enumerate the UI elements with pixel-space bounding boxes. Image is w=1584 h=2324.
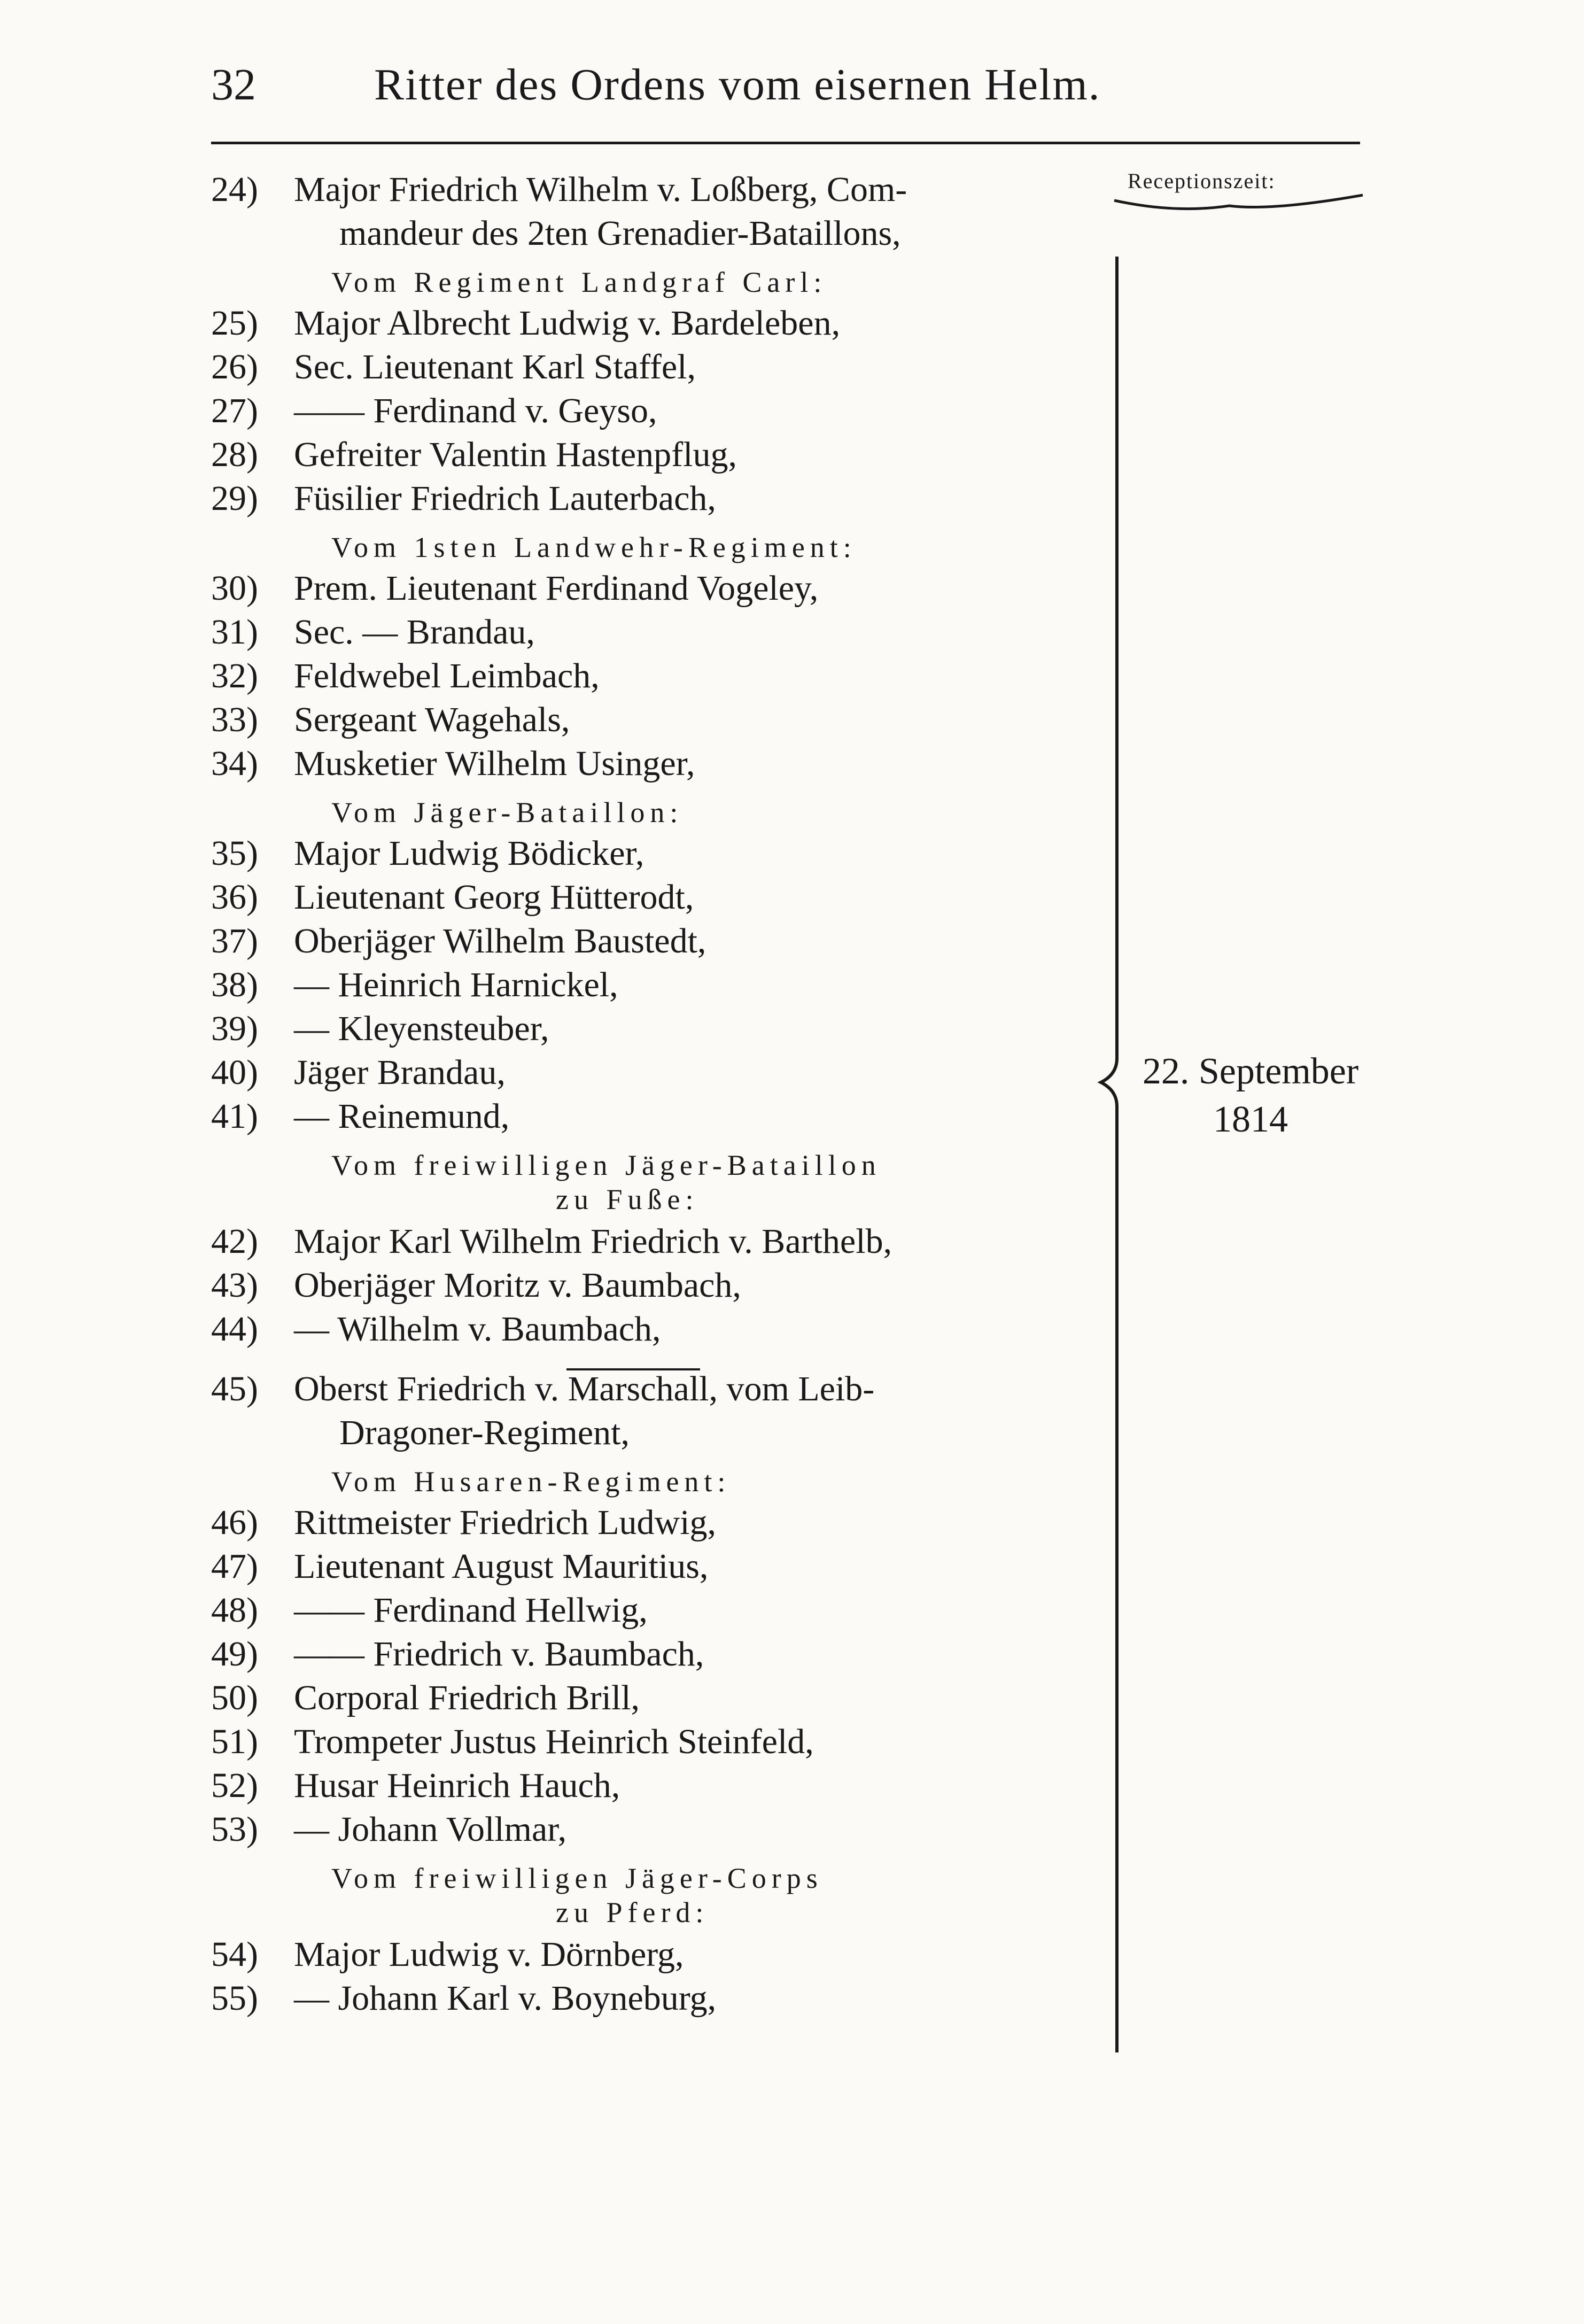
entry-name: Husar Heinrich Hauch, bbox=[294, 1766, 620, 1805]
entry-number: 32) bbox=[211, 656, 258, 695]
entry-name: Oberjäger Moritz v. Baumbach, bbox=[294, 1266, 741, 1305]
entry-number: 35) bbox=[211, 834, 258, 873]
entry-name: — Heinrich Harnickel, bbox=[294, 965, 618, 1004]
entry-number: 37) bbox=[211, 921, 258, 960]
entry-number: 51) bbox=[211, 1722, 258, 1761]
entry-name: Trompeter Justus Heinrich Steinfeld, bbox=[294, 1722, 814, 1761]
section-heading: Vom Husaren-Regiment: bbox=[331, 1466, 731, 1498]
entry-name: Prem. Lieutenant Ferdinand Vogeley, bbox=[294, 569, 819, 608]
entry-continuation: mandeur des 2ten Grenadier-Bataillons, bbox=[339, 214, 901, 253]
entry-name: Oberst Friedrich v. Marschall, vom Leib- bbox=[294, 1369, 875, 1408]
entry-number: 48) bbox=[211, 1591, 258, 1630]
entry-name: Lieutenant August Mauritius, bbox=[294, 1547, 709, 1586]
entry-number: 33) bbox=[211, 700, 258, 739]
reception-label: Receptionszeit: bbox=[1128, 169, 1276, 193]
entry-number: 55) bbox=[211, 1979, 258, 2018]
section-heading: Vom 1sten Landwehr-Regiment: bbox=[331, 531, 857, 563]
entry-name: Musketier Wilhelm Usinger, bbox=[294, 744, 695, 783]
section-heading-continued: zu Pferd: bbox=[556, 1896, 709, 1928]
entry-name: Major Ludwig Bödicker, bbox=[294, 834, 645, 873]
entry-name: Sec. Lieutenant Karl Staffel, bbox=[294, 347, 696, 386]
entry-number: 43) bbox=[211, 1266, 258, 1305]
entry-name: Sergeant Wagehals, bbox=[294, 700, 570, 739]
entry-number: 45) bbox=[211, 1369, 258, 1408]
entry-continuation: Dragoner-Regiment, bbox=[339, 1413, 630, 1452]
entry-name: — Wilhelm v. Baumbach, bbox=[294, 1310, 661, 1349]
entry-name: — Johann Vollmar, bbox=[294, 1810, 567, 1849]
entry-number: 44) bbox=[211, 1310, 258, 1349]
entry-name: Major Ludwig v. Dörnberg, bbox=[294, 1935, 684, 1974]
entry-number: 26) bbox=[211, 347, 258, 386]
entry-number: 54) bbox=[211, 1935, 258, 1974]
entry-number: 49) bbox=[211, 1634, 258, 1674]
entry-number: 53) bbox=[211, 1810, 258, 1849]
entry-name: — Kleyensteuber, bbox=[294, 1009, 549, 1048]
entry-name: Feldwebel Leimbach, bbox=[294, 656, 600, 695]
section-heading: Vom Regiment Landgraf Carl: bbox=[331, 266, 827, 298]
entry-number: 38) bbox=[211, 965, 258, 1004]
section-heading: Vom freiwilligen Jäger-Corps bbox=[331, 1862, 823, 1894]
reception-date-year: 1814 bbox=[1213, 1099, 1288, 1140]
entry-number: 30) bbox=[211, 569, 258, 608]
entry-name: Major Karl Wilhelm Friedrich v. Barthelb, bbox=[294, 1222, 892, 1261]
entry-number: 28) bbox=[211, 435, 258, 474]
entry-name: Rittmeister Friedrich Ludwig, bbox=[294, 1503, 717, 1542]
entry-number: 42) bbox=[211, 1222, 258, 1261]
section-heading: Vom freiwilligen Jäger-Bataillon bbox=[331, 1149, 881, 1181]
entry-number: 47) bbox=[211, 1547, 258, 1586]
entry-name: Gefreiter Valentin Hastenpflug, bbox=[294, 435, 737, 474]
entry-name: Major Friedrich Wilhelm v. Loßberg, Com- bbox=[294, 170, 907, 209]
entry-number: 52) bbox=[211, 1766, 258, 1805]
section-heading: Vom Jäger-Bataillon: bbox=[331, 796, 684, 828]
entry-number: 39) bbox=[211, 1009, 258, 1048]
entry-number: 24) bbox=[211, 170, 258, 209]
entry-name: — Reinemund, bbox=[294, 1097, 510, 1136]
entry-name: —— Friedrich v. Baumbach, bbox=[294, 1634, 704, 1674]
entry-number: 50) bbox=[211, 1678, 258, 1717]
entry-number: 36) bbox=[211, 878, 258, 917]
entry-name: — Johann Karl v. Boyneburg, bbox=[294, 1979, 717, 2018]
entry-name: Füsilier Friedrich Lauterbach, bbox=[294, 479, 716, 518]
entry-name: —— Ferdinand v. Geyso, bbox=[294, 391, 657, 430]
entry-number: 46) bbox=[211, 1503, 258, 1542]
entry-name: —— Ferdinand Hellwig, bbox=[294, 1591, 648, 1630]
entry-name: Sec. — Brandau, bbox=[294, 613, 535, 652]
reception-date-day: 22. September bbox=[1142, 1051, 1359, 1092]
section-heading-continued: zu Fuße: bbox=[556, 1183, 699, 1215]
running-title: Ritter des Ordens vom eisernen Helm. bbox=[374, 60, 1101, 110]
entry-name: Jäger Brandau, bbox=[294, 1053, 506, 1092]
entry-name: Lieutenant Georg Hütterodt, bbox=[294, 878, 694, 917]
entry-name: Corporal Friedrich Brill, bbox=[294, 1678, 640, 1717]
entry-number: 27) bbox=[211, 391, 258, 430]
page-number: 32 bbox=[211, 60, 256, 110]
entry-number: 31) bbox=[211, 613, 258, 652]
entry-name: Major Albrecht Ludwig v. Bardeleben, bbox=[294, 304, 841, 343]
entry-number: 29) bbox=[211, 479, 258, 518]
entry-number: 41) bbox=[211, 1097, 258, 1136]
entry-number: 40) bbox=[211, 1053, 258, 1092]
entry-number: 25) bbox=[211, 304, 258, 343]
entry-number: 34) bbox=[211, 744, 258, 783]
entry-name: Oberjäger Wilhelm Baustedt, bbox=[294, 921, 706, 960]
